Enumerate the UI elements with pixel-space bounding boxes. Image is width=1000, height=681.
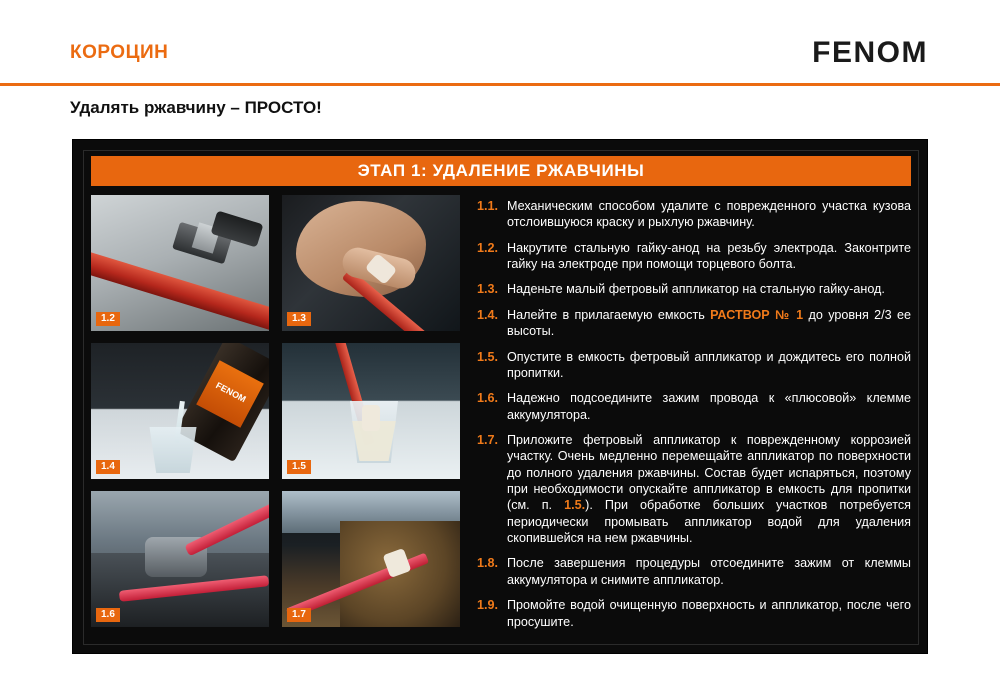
page-subtitle: Удалять ржавчину – ПРОСТО! [70,98,322,117]
step-text-pre: Приложите фетровый аппликатор к поврежденному коррозией участку. Очень медленно перемещайте аппликатор по поверхности до полного удаления ржавчины. Состав будет испаряться, поэтому при необходимости опускайте аппликатор в емкость для пропитки (см. п. [507,432,911,513]
step-text: После завершения процедуры отсоедините зажим от клеммы аккумулятора и снимите аппликатор. [507,556,911,587]
photo-art [282,491,460,627]
step-text: Наденьте малый фетровый аппликатор на стальную гайку-анод. [507,282,885,297]
instruction-step [477,349,911,382]
step-highlight: РАСТВОР № 1 [710,307,804,322]
photo-soaking-applicator [282,343,460,479]
photo-tag: 1.2 [96,312,120,326]
step-number: 1.4. [477,307,499,322]
photo-tag: 1.4 [96,460,120,474]
instruction-step [477,198,911,231]
step-text [507,432,911,547]
step-text: Промойте водой очищенную поверхность и аппликатор, после чего просушите. [507,598,911,629]
instruction-panel [72,139,928,654]
product-name: КОРОЦИН [70,42,169,63]
instruction-step [477,597,911,630]
step-text: Механическим способом удалите с поврежденного участка кузова отслоившуюся краску и рыхлую ржавчину. [507,199,911,230]
step-number: 1.9. [477,598,499,613]
photo-tag: 1.5 [287,460,311,474]
step-text-pre: Налейте в прилагаемую емкость [507,307,711,322]
photo-tag: 1.6 [96,608,120,622]
step-number: 1.3. [477,282,499,297]
instruction-step [477,281,911,297]
step-text-post: до уровня 2/3 ее высоты. [507,307,911,339]
instruction-step [477,240,911,273]
page-header [0,0,1000,86]
step-number: 1.7. [477,432,499,447]
step-text: Опустите в емкость фетровый аппликатор и дождитесь его полной пропитки. [507,349,911,380]
step-text: Надежно подсоедините зажим провода к «плюсовой» клемме аккумулятора. [507,391,911,422]
step-text: Накрутите стальную гайку-анод на резьбу электрода. Законтрите гайку на электроде при помощи торцевого болта. [507,240,911,272]
photo-art [91,491,269,627]
step-text [507,307,911,340]
step-text-post: ). При обработке больших участков потребуется периодически промывать аппликатор водой для удаления скопившейся на нем ржавчины. [507,498,911,546]
step-number: 1.1. [477,199,499,213]
instruction-list [477,198,911,639]
instruction-step [477,432,911,547]
photo-tag: 1.3 [287,312,311,326]
step-number: 1.6. [477,391,499,406]
stage-title: ЭТАП 1: УДАЛЕНИЕ РЖАВЧИНЫ [357,161,645,180]
step-number: 1.5. [477,349,499,364]
step-highlight: 1.5. [564,498,586,513]
instruction-step [477,390,911,423]
photo-art [282,195,460,331]
photo-tag: 1.7 [287,608,311,622]
photo-art: FENOM [91,343,269,479]
photo-art [91,195,269,331]
photo-electrode-with-nut [91,195,269,331]
photo-pouring-solution [91,343,269,479]
brand-logo: FENOM [812,36,928,69]
photo-battery-clamp [91,491,269,627]
photo-grid [91,195,461,639]
photo-applying-to-rust [282,491,460,627]
photo-hand-with-applicator [282,195,460,331]
instruction-step [477,307,911,340]
photo-art [282,343,460,479]
step-number: 1.8. [477,556,499,571]
step-number: 1.2. [477,240,499,255]
instruction-step [477,555,911,588]
stage-title-bar [91,156,911,186]
